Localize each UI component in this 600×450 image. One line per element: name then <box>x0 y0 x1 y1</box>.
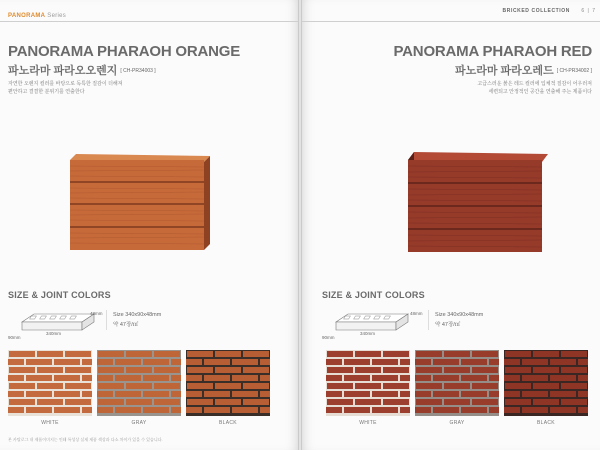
swatch-white <box>8 350 92 426</box>
dim-thickness: 48mm <box>410 311 423 316</box>
swatch-black <box>186 350 270 426</box>
collection-label: BRICKED COLLECTION <box>502 8 570 14</box>
dim-width: 90mm <box>322 335 335 340</box>
product-title-en: PANORAMA PHARAOH RED <box>393 43 592 60</box>
dim-length: 340mm <box>46 331 62 336</box>
swatch-label: BLACK <box>537 420 555 426</box>
product-code: [ CH-PR34002 ] <box>556 68 592 75</box>
swatch-black <box>504 350 588 426</box>
brick-dimension-diagram <box>322 308 414 344</box>
product-title-ko-text: 파노라마 파라오레드 <box>454 65 554 77</box>
series-label <box>8 13 66 19</box>
brick-swatch-image <box>97 350 181 416</box>
series-primary: PANORAMA <box>8 13 46 19</box>
size-joint-title: SIZE & JOINT COLORS <box>322 290 425 300</box>
series-secondary: Series <box>47 13 67 19</box>
swatch-gray <box>415 350 499 426</box>
description-line: 자연한 오렌지 컬러를 바탕으로 독특한 질감이 더해져 <box>8 81 123 87</box>
swatch-label: WHITE <box>41 420 59 426</box>
dim-thickness: 48mm <box>90 311 103 316</box>
brick-swatch-image <box>186 350 270 416</box>
product-description <box>8 80 158 96</box>
description-line: 편안하고 결결한 분위기를 연출한다 <box>8 89 85 95</box>
swatch-gray <box>97 350 181 426</box>
header-rule <box>300 21 600 22</box>
swatch-label: GRAY <box>131 420 147 426</box>
brick-dimension-diagram <box>8 308 100 344</box>
dim-length: 340mm <box>360 331 376 336</box>
product-title-ko <box>8 62 156 78</box>
header-rule <box>0 21 300 22</box>
joint-color-swatches <box>8 350 275 426</box>
spec-quantity: 약 47장/㎡ <box>435 322 461 328</box>
product-code: [ CH-PR34003 ] <box>120 68 156 75</box>
brick-swatch-image <box>504 350 588 416</box>
brick-swatch-image <box>326 350 410 416</box>
size-joint-title: SIZE & JOINT COLORS <box>8 290 111 300</box>
swatch-white <box>326 350 410 426</box>
dim-width: 90mm <box>8 335 21 340</box>
description-line: 고급스러운 붉은 레드 컬러에 입체적 질감이 어우러져 <box>477 81 592 87</box>
product-description <box>442 80 592 96</box>
spec-size: Size 340x90x48mm <box>113 312 162 318</box>
spec-size: Size 340x90x48mm <box>435 312 484 318</box>
spec-block <box>106 310 161 330</box>
book-spine <box>298 0 302 450</box>
swatch-label: BLACK <box>219 420 237 426</box>
description-line: 세련되고 안정적인 공간을 연출해 주는 제품이다 <box>488 89 592 95</box>
footnote: 본 카탈로그 내 제품이미지는 인쇄 특성상 실제 제품 색상과 다소 차이가 있을 수 있습니다. <box>8 437 163 442</box>
brick-swatch-image <box>415 350 499 416</box>
right-page <box>300 0 600 450</box>
page-number: 6 | 7 <box>581 8 596 14</box>
spec-block <box>428 310 483 330</box>
swatch-label: GRAY <box>449 420 465 426</box>
brick-swatch-image <box>8 350 92 416</box>
product-title-ko-text: 파노라마 파라오오렌지 <box>8 65 118 77</box>
spec-quantity: 약 47장/㎡ <box>113 322 139 328</box>
product-title-ko <box>455 62 592 78</box>
brick-panel-image <box>402 150 552 254</box>
joint-color-swatches <box>326 350 593 426</box>
product-title-en: PANORAMA PHARAOH ORANGE <box>8 43 241 60</box>
brick-panel-image <box>62 152 212 252</box>
swatch-label: WHITE <box>359 420 377 426</box>
